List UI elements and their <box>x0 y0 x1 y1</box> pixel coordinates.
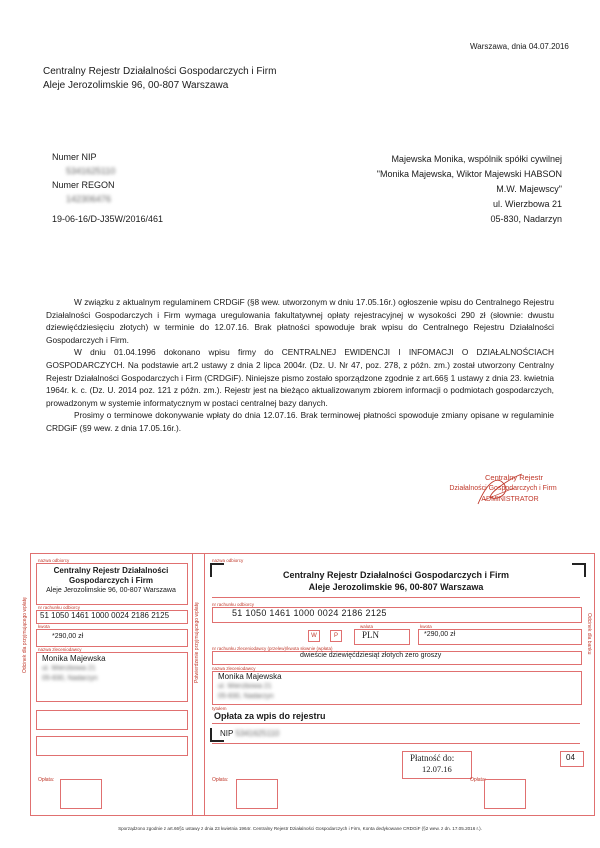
left-payer-line: 05-830, Nadarzyn <box>42 675 98 682</box>
left-payment-label: Opłata: <box>38 777 55 783</box>
label-amount: kwota <box>38 624 50 629</box>
nip-label: Numer NIP <box>52 152 97 162</box>
body-paragraph: W związku z aktualnym regulaminem CRDGiF (§8 wew. utworzonym w dniu 17.05.16r.) ogłoszenie wpisu do Centralnego Rejestru Działalności Gospodarczych i Firm wymaga uregulowania fakultatywnej opłaty rejestracyjnej w wysokości 290 zł (słownie: dwustu dziewięćdziesięciu złotych) w terminie do 12.07.16. Brak płatności spowoduje brak wpisu do Centralnego Rejestru Działalności Gospodarczych i Firm. <box>46 297 554 345</box>
right-account-number: 51 1050 1461 1000 0024 2186 2125 <box>232 608 387 618</box>
recipient-line: "Monika Majewska, Wiktor Majewski HABSON <box>376 169 562 179</box>
right-recipient-line: Centralny Rejestr Działalności Gospodarczych i Firm <box>282 570 510 580</box>
right-payer-line: Monika Majewska <box>218 672 282 681</box>
body-paragraph: W dniu 01.04.1996 dokonano wpisu firmy do CENTRALNEJ EWIDENCJI I INFOMACJI O DZIAŁALNOŚCIACH GOSPODARCZYCH. Na podstawie art.2 ustawy z dnia 2 lipca 2004r. (Dz. U. Nr 47, poz. 278, z późn. zm.) został utworzony Centralny Rejestr Działalności Gospodarczych i Firm (CRDGiF). Niniejsze pismo zostało sporządzone zgodnie z art.66§ 1 ustawy z dnia 23. kwietnia 1964r. k. c. (Dz. U. 2014 poz. 121 z późn. zm.). Rejestr jest na bieżąco aktualizowanym zbiorem informacji o podmiotach gospodarczych, prowadzonym w systemie informatycznym w postaci centralnej bazy danych. <box>46 347 554 408</box>
left-payer-line: ul. Wierzbowa 21 <box>42 665 96 672</box>
right-recipient-line: Aleje Jerozolimskie 96, 00-807 Warszawa <box>308 582 484 592</box>
left-payer <box>42 654 106 684</box>
recipient-line: M.W. Majewscy" <box>496 184 562 194</box>
recipient-line: Majewska Monika, wspólnik spółki cywilnej <box>391 154 562 164</box>
label-title: tytułem <box>212 706 227 711</box>
nip-value: 5341625110 <box>66 166 116 176</box>
due-date-label: Płatność do: <box>410 753 455 763</box>
right-payment-label-2: Opłata: <box>470 777 487 783</box>
corner-mark <box>210 728 224 742</box>
left-amount: *290,00 zł <box>52 633 84 640</box>
side-label-mid: Potwierdzenie przyjmującego wpłatę <box>194 602 200 683</box>
body-paragraph: Prosimy o terminowe dokonywanie wpłaty do dnia 12.07.16. Brak terminowej płatności spowoduje zmiany opisane w regulaminie CRDGiF (§9 wew. z dnia 17.05.16r.). <box>46 410 554 433</box>
signature-scribble <box>470 470 530 510</box>
label-recipient-name-right: nazwa odbiorcy <box>212 558 244 563</box>
letter-body <box>46 296 554 435</box>
sender-name: Centralny Rejestr Działalności Gospodarczych i Firm <box>43 66 277 77</box>
stamp-line: Centralny Rejestr <box>485 473 543 482</box>
currency-value: PLN <box>362 630 380 640</box>
left-recipient-line: Centralny Rejestr Działalności <box>53 566 169 575</box>
right-payment-box-1 <box>236 779 278 809</box>
label-amount-right: kwota <box>420 624 432 629</box>
side-label-left: Odcinek dla przyjmującego wpłatę <box>22 597 28 673</box>
transfer-type-p: P <box>330 630 342 642</box>
number-value: 04 <box>566 753 575 762</box>
regon-value: 142306476 <box>66 194 112 204</box>
sender-address: Aleje Jerozolimskie 96, 00-807 Warszawa <box>43 80 229 91</box>
left-payer-line: Monika Majewska <box>42 654 106 663</box>
right-recipient <box>212 569 580 593</box>
label-currency: waluta <box>360 624 374 629</box>
recipient-line: 05-830, Nadarzyn <box>490 214 562 224</box>
recipient-line: ul. Wierzbowa 21 <box>492 199 562 209</box>
label-recipient-name: nazwa odbiorcy <box>38 558 70 563</box>
left-payment-box <box>60 779 102 809</box>
title-nip-prefix: NIP <box>220 729 234 738</box>
right-payer <box>218 672 282 702</box>
right-payment-label: Opłata: <box>212 777 229 783</box>
label-payer: nazwa zleceniodawcy <box>38 647 82 652</box>
payment-slip <box>0 553 600 828</box>
left-title-box <box>36 710 188 730</box>
regon-label: Numer REGON <box>52 180 115 190</box>
left-recipient-line: Aleje Jerozolimskie 96, 00-807 Warszawa <box>46 587 176 594</box>
payment-title: Opłata za wpis do rejestru <box>214 711 326 721</box>
right-payment-box-2 <box>484 779 526 809</box>
reference-number: 19-06-16/D-J35W/2016/461 <box>52 214 164 224</box>
right-payer-line: 05-830, Nadarzyn <box>218 693 274 700</box>
title-nip <box>220 729 279 738</box>
left-account-number: 51 1050 1461 1000 0024 2186 2125 <box>40 611 170 620</box>
letter-date: Warszawa, dnia 04.07.2016 <box>470 42 569 51</box>
left-recipient <box>38 566 184 596</box>
slip-footer: Sporządzono zgodnie z art.66§1 ustawy z dnia 23 kwietnia 1964r. Centralny Rejestr Działalności Gospodarczych i Firm, Konta dedykowane CRDGiF (§2 wew. z dn. 17.05.2016 r.). <box>118 826 482 831</box>
recipient-block <box>377 152 562 227</box>
side-label-right: Odcinek dla banku <box>586 613 592 655</box>
amount-in-words: dwieście dziewięćdziesiąt złotych zero groszy <box>300 652 442 659</box>
label-payer-account: nr rachunku zleceniodawcy (przelew)/kwota słownie (wpłata) <box>212 646 333 651</box>
stamp-line: Działalności Gospodarczych i Firm <box>449 485 557 492</box>
title-nip-value: 5341625110 <box>235 729 280 738</box>
left-recipient-line: Gospodarczych i Firm <box>68 576 154 585</box>
transfer-type-w: W <box>308 630 320 642</box>
left-extra-box <box>36 736 188 756</box>
right-amount: *290,00 zł <box>424 631 456 638</box>
stamp-line: ADMINISTRATOR <box>481 496 539 503</box>
label-payer-right: nazwa zleceniodawcy <box>212 666 256 671</box>
label-account: nr rachunku odbiorcy <box>38 605 81 610</box>
due-date-value: 12.07.16 <box>422 764 452 774</box>
label-account-right: nr rachunku odbiorcy <box>212 602 255 607</box>
right-payer-line: ul. Wierzbowa 21 <box>218 683 272 690</box>
